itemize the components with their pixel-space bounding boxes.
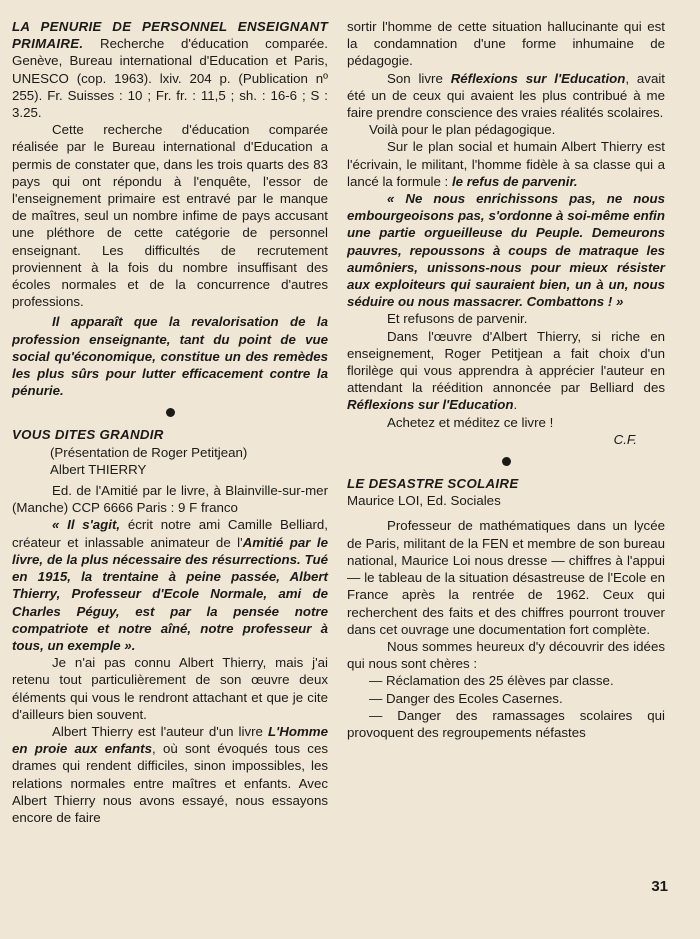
formula-refus-de-parvenir: le refus de parvenir. — [451, 173, 578, 189]
review-2-paragraph-3-end: , où sont évoqués tous ces drames qui rendent difficiles, sinon impossibles, les relations normales entre maîtres et enfants. Avec Albert Thierry nous avons essayé, nous essayons encore de faire — [12, 741, 328, 825]
continuation-4 — [347, 138, 665, 190]
book-title-homme-en-proie: L'Homme en proie aux enfants — [12, 723, 328, 757]
review-3-author: Maurice LOI, Ed. Sociales — [347, 493, 501, 509]
review-2-paragraph-2: Je n'ai pas connu Albert Thierry, mais j'ai retenu tout particulièrement de son œuvre deux éléments qui vous le rendront attachant et que je cite d'ailleurs bien souvent. — [12, 655, 328, 722]
review-1-paragraph-2: Il apparaît que la revalorisation de la profession enseignante, tant du point de vue social qu'économique, constitue un des remèdes les plus sûrs pour lutter efficacement contre la pénurie. — [12, 314, 328, 399]
continuation-7 — [347, 328, 665, 414]
list-item: — Réclamation des 25 élèves par classe. — [369, 673, 614, 689]
continuation-1: sortir l'homme de cette situation hallucinante qui est la condamnation d'une forme inhumaine de pédagogie. — [347, 19, 665, 69]
review-3-paragraph-1: Professeur de mathématiques dans un lycée de Paris, militant de la FEN et membre de son bureau national, Maurice Loi nous dresse — chiffres à l'appui — le tableau de la situation désastreuse de l'Ecole en France après la rentrée de 1962. Ceux qui recherchent des faits et des chiffres pourront trouver dans cet ouvrage une documentation fort complète. — [347, 518, 665, 637]
continuation-2-start: Son livre — [387, 70, 451, 86]
page-number: 31 — [651, 878, 668, 895]
review-3-title: LE DESASTRE SCOLAIRE — [347, 476, 519, 492]
review-2-edition: Ed. de l'Amitié par le livre, à Blainville-sur-mer (Manche) CCP 6666 Paris : 9 F franco — [12, 483, 328, 516]
review-2-paragraph-3-start: Albert Thierry est l'auteur d'un livre — [52, 723, 268, 739]
review-1-title: LA PENURIE DE PERSONNEL ENSEIGNANT PRIMAIRE. — [12, 19, 328, 52]
book-title-reflexions-2: Réflexions sur l'Education — [347, 397, 514, 413]
review-2-quote — [12, 516, 328, 654]
left-column — [12, 18, 328, 826]
review-2-title: VOUS DITES GRANDIR — [12, 427, 164, 443]
right-column — [347, 18, 665, 741]
review-1 — [12, 18, 328, 121]
review-1-paragraph-1: Cette recherche d'éducation comparée réalisée par le Bureau international d'Education a permis de constater que, dans les trois quarts des 83 pays qui ont répondu à l'enquête, l'essor de l'enseignement primaire est entravé par le manque de maîtres, seul un nombre infime de pays accusant une pléthore de cette catégorie de personnel enseignant. Les difficultés de recrutement proviennent à la fois du nombre insuffisant des écoles normales et de la concurrence d'autres professions. — [12, 122, 328, 310]
continuation-7-start: Dans l'œuvre d'Albert Thierry, si riche en enseignement, Roger Petitjean a fait choix d'un florilège qui vous apprendra à apprécier l'auteur en attendant la réédition annoncée par Belliard des — [347, 328, 665, 396]
review-2-quote-body: Amitié par le livre, de la plus nécessaire des résurrections. Tué en 1915, la trentaine à peine passée, Albert Thierry, Professeur d'Ecole Normale, ami de Charles Péguy, est par la pensée notre compatriote et notre aîné, notre professeur à tous, un exemple ». — [12, 534, 328, 653]
continuation-2-end: , avait été un de ceux qui avaient les plus contribué à me faire prendre conscience des vraies réalités scolaires. — [347, 70, 665, 121]
review-2-author: Albert THIERRY — [50, 461, 147, 477]
list-item: — Danger des Ecoles Casernes. — [369, 690, 563, 706]
continuation-6: Et refusons de parvenir. — [387, 311, 528, 327]
continuation-3: Voilà pour le plan pédagogique. — [369, 122, 556, 138]
thierry-quote: « Ne nous enrichissons pas, ne nous embourgeoisons pas, s'ordonne à soi-même enfin une partie orgueilleuse du Peuple. Demeurons pauvres, repoussons à coups de matraque les aumôniers, unissons-nous pour mieux résister aux exploiteurs qui sauraient bien, un à un, nous séduire ou nous massacrer. Combattons ! » — [347, 191, 665, 310]
bullet-separator — [502, 457, 511, 466]
continuation-7-end: . — [513, 397, 518, 413]
review-2-presentation: (Présentation de Roger Petitjean) — [50, 444, 248, 460]
book-title-reflexions: Réflexions sur l'Education — [450, 70, 626, 86]
continuation-8: Achetez et méditez ce livre ! — [387, 414, 554, 430]
review-3-paragraph-2: Nous sommes heureux d'y découvrir des idées qui nous sont chères : — [347, 638, 665, 672]
list-item: — Danger des ramassages scolaires qui provoquent des regroupements néfastes — [347, 707, 665, 740]
signature: C.F. — [613, 431, 637, 447]
review-1-reference: Recherche d'éducation comparée. Genève, Bureau international d'Education et Paris, UNESCO (cop. 1963). lxiv. 204 p. (Publication nº 255). Fr. Suisses : 10 ; Fr. fr. : 11,5 ; sh. : 16-6 ; S : 3.25. — [12, 36, 328, 121]
continuation-4-start: Sur le plan social et humain Albert Thierry est l'écrivain, le militant, l'homme fidèle à sa classe qui a lancé la formule : — [347, 139, 665, 189]
review-2-quote-open: « Il s'agit, — [52, 517, 121, 533]
review-2-quote-intro: écrit notre ami Camille Belliard, créateur et inlassable animateur de l' — [12, 517, 328, 550]
review-2-paragraph-3 — [12, 723, 328, 826]
bullet-separator — [166, 408, 175, 417]
continuation-2 — [347, 70, 665, 122]
